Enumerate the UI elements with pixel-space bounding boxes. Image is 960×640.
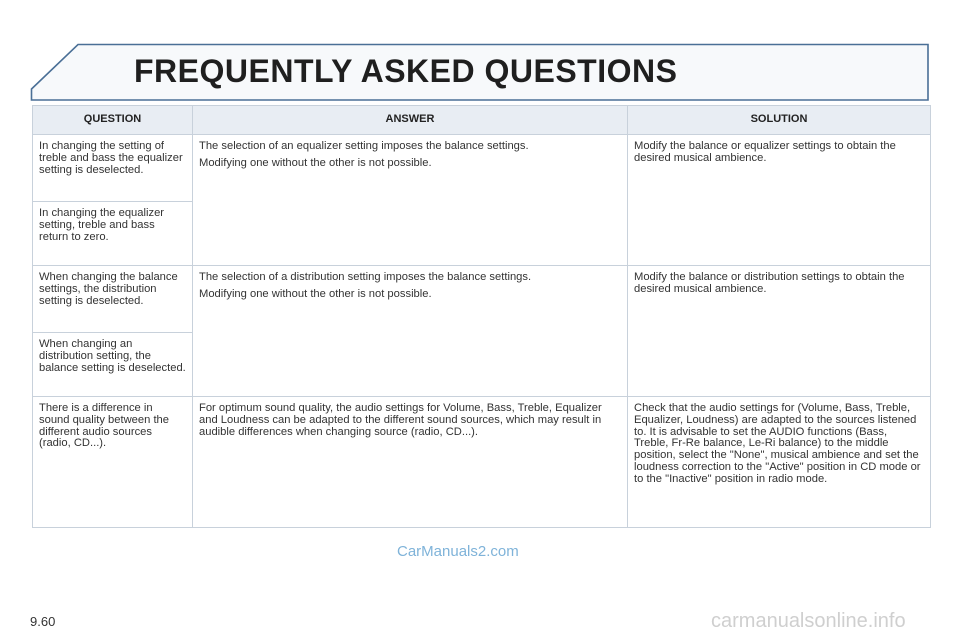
table-row bbox=[33, 397, 931, 528]
page-title: FREQUENTLY ASKED QUESTIONS bbox=[134, 53, 678, 89]
table-row bbox=[33, 135, 931, 202]
watermark-link[interactable]: CarManuals2.com bbox=[397, 543, 519, 560]
table-header-row bbox=[33, 106, 931, 135]
answer-text: Modifying one without the other is not possible. bbox=[199, 287, 432, 300]
question-cell: When changing an distribution setting, the balance setting is deselected. bbox=[33, 333, 193, 397]
solution-cell: Modify the balance or equalizer settings to obtain the desired musical ambience. bbox=[628, 135, 931, 266]
answer-text: The selection of an equalizer setting imposes the balance settings. bbox=[199, 140, 529, 152]
question-cell: In changing the setting of treble and bass the equalizer setting is deselected. bbox=[33, 135, 193, 202]
column-header-answer: ANSWER bbox=[193, 106, 628, 135]
answer-text: For optimum sound quality, the audio settings for Volume, Bass, Treble, Equalizer and Loudness can be adapted to the different sound sources, which may result in audible differences when changing source (radio, CD...). bbox=[199, 402, 602, 438]
question-cell: When changing the balance settings, the distribution setting is deselected. bbox=[33, 266, 193, 333]
question-cell: In changing the equalizer setting, treble and bass return to zero. bbox=[33, 202, 193, 266]
faq-table bbox=[32, 105, 931, 528]
answer-cell bbox=[193, 397, 628, 528]
solution-cell: Check that the audio settings for (Volume, Bass, Treble, Equalizer, Loudness) are adapted to the sources listened to. It is advisable to set the AUDIO functions (Bass, Treble, Fr-Re balance, Le-Ri balance) to the middle position, select the "None", musical ambience and set the loudness correction to the "Active" position in CD mode or to the "Inactive" position in radio mode. bbox=[628, 397, 931, 528]
page-number: 9.60 bbox=[30, 614, 56, 629]
question-cell: There is a difference in sound quality between the different audio sources (radio, CD...). bbox=[33, 397, 193, 528]
column-header-question: QUESTION bbox=[33, 106, 193, 135]
solution-cell: Modify the balance or distribution settings to obtain the desired musical ambience. bbox=[628, 266, 931, 397]
column-header-solution: SOLUTION bbox=[628, 106, 931, 135]
table-row bbox=[33, 266, 931, 333]
answer-cell bbox=[193, 135, 628, 266]
answer-cell bbox=[193, 266, 628, 397]
footer-site-watermark: carmanualsonline.info bbox=[711, 610, 906, 632]
answer-text: Modifying one without the other is not possible. bbox=[199, 156, 432, 169]
answer-text: The selection of a distribution setting imposes the balance settings. bbox=[199, 271, 532, 283]
